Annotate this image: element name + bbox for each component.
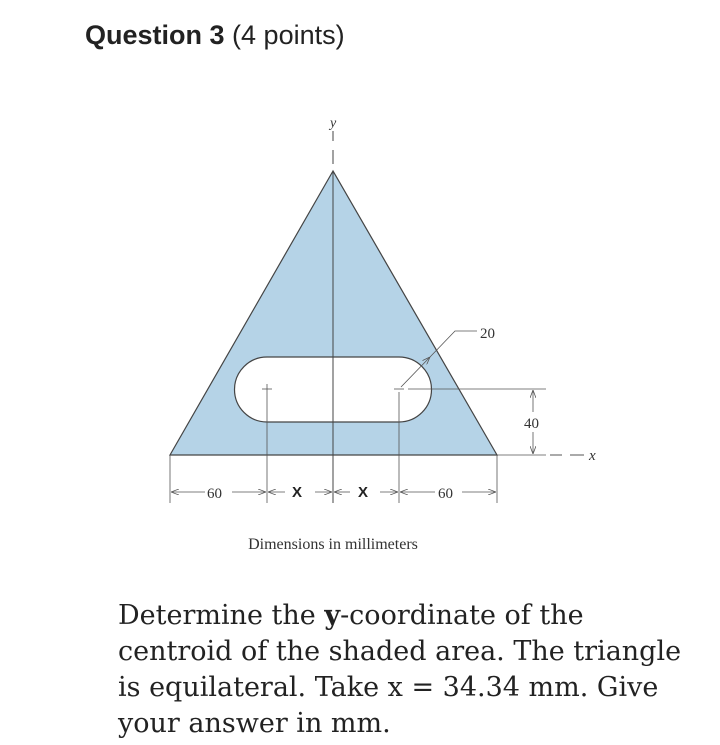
right-60-label: 60 [438, 486, 453, 502]
prompt-bold-y: y [324, 600, 341, 631]
x-dimension-label-1: X [292, 484, 303, 501]
radius-label: 20 [480, 326, 495, 342]
prompt-text: Determine the [118, 600, 325, 631]
prompt-text: -coordinate of the centroid of the shaded area. The triangle is equilateral. Take x = 34.34 mm. Give your answer in mm. [118, 600, 682, 739]
y-axis-label: y [330, 116, 337, 131]
question-prompt [118, 598, 698, 742]
question-label: Question 3 [85, 20, 225, 50]
figure-caption: Dimensions in millimeters [248, 536, 418, 553]
left-60-label: 60 [207, 486, 222, 502]
height-label: 40 [524, 416, 539, 432]
x-axis-label: x [589, 448, 596, 464]
question-points: (4 points) [232, 20, 345, 50]
x-dimension-label-2: X [358, 484, 369, 501]
